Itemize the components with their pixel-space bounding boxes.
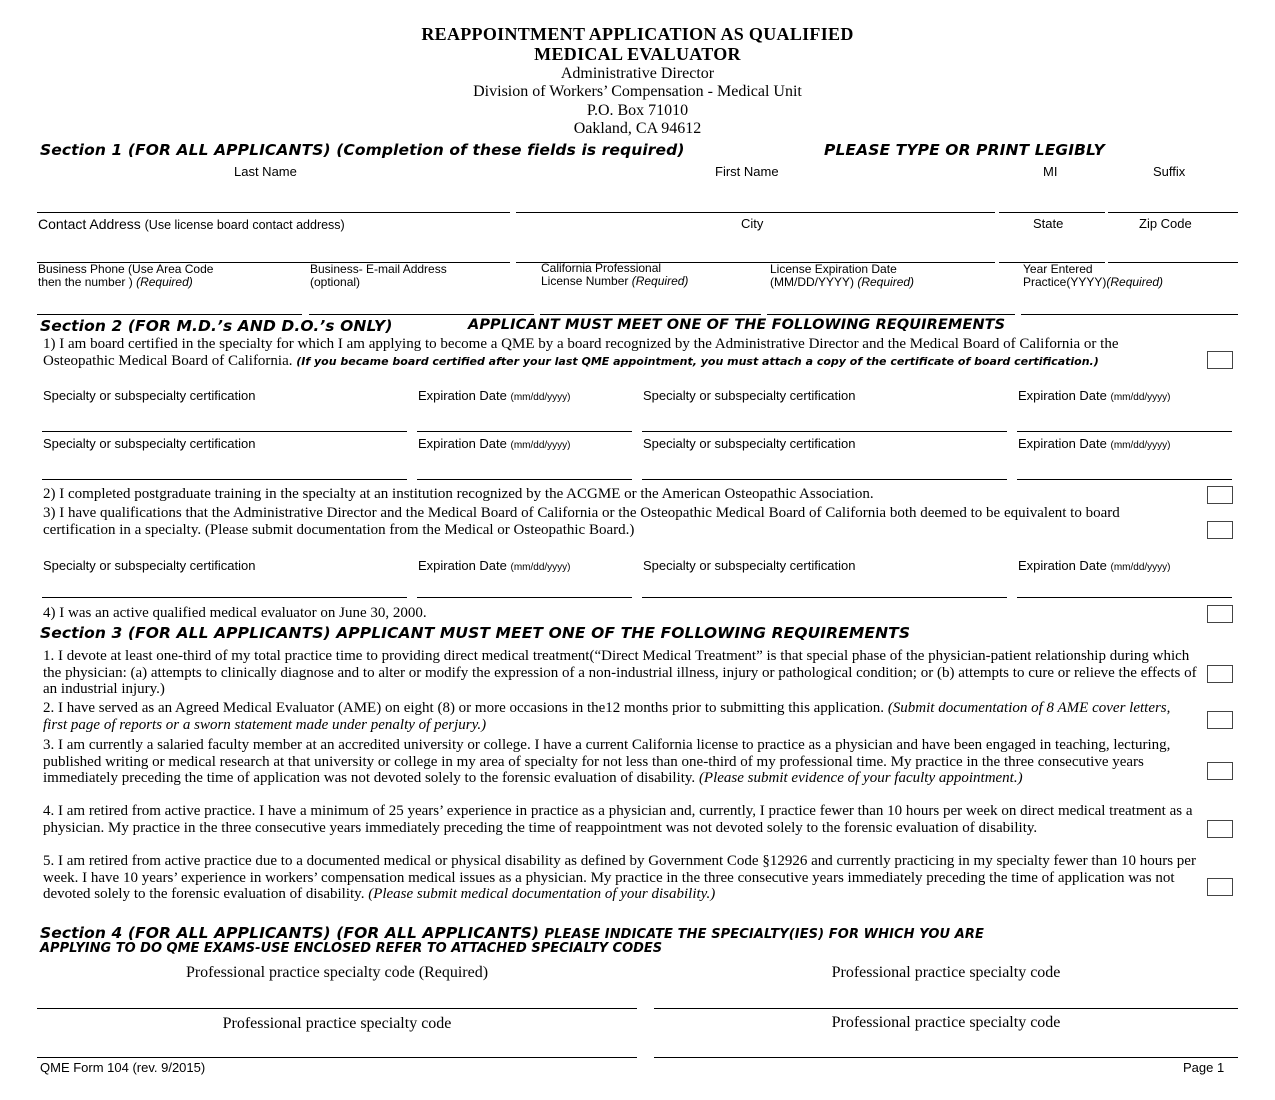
last-name-label: Last Name bbox=[234, 164, 297, 179]
section2-item2-checkbox[interactable] bbox=[1207, 486, 1233, 504]
exp-label: Expiration Date (mm/dd/yyyy) bbox=[1018, 436, 1171, 451]
specialty-code-field-2[interactable] bbox=[654, 1008, 1238, 1009]
spec-label: Specialty or subspecialty certification bbox=[43, 436, 256, 451]
state-label: State bbox=[1033, 216, 1064, 231]
specialty-field-2[interactable] bbox=[642, 431, 1007, 432]
specialty-field-3[interactable] bbox=[42, 479, 407, 480]
expiration-field-3[interactable] bbox=[417, 479, 632, 480]
section4-heading: Section 4 (FOR ALL APPLICANTS) (FOR ALL APPLICANTS) PLEASE INDICATE THE SPECIALTY(IES) FOR WHICH YOU ARE bbox=[40, 924, 985, 942]
expiration-field-4[interactable] bbox=[1017, 479, 1232, 480]
contact-address-label: Contact Address (Use license board contact address) bbox=[38, 216, 345, 232]
section2-subheading: APPLICANT MUST MEET ONE OF THE FOLLOWING REQUIREMENTS bbox=[468, 317, 1006, 333]
spec-label: Specialty or subspecialty certification bbox=[643, 436, 856, 451]
expiration-field-5[interactable] bbox=[417, 597, 632, 598]
section3-item5: 5. I am retired from active practice due to a documented medical or physical disability as defined by Government Code §12926 and currently practicing in my specialty fewer than 10 hours per week. I have 10 years’ experience in workers’ compensation medical issues as a physician. My practice in the three consecutive years immediately preceding the time of application was not devoted solely to the forensic evaluation of disability. (Please submit medical documentation of your disability.) bbox=[43, 853, 1196, 903]
section2-item4-checkbox[interactable] bbox=[1207, 605, 1233, 623]
section2-item2: 2) I completed postgraduate training in the specialty at an institution recognized by the ACGME or the American Osteopathic Association. bbox=[43, 486, 874, 502]
year-entered-field[interactable] bbox=[1021, 314, 1238, 315]
expiration-field-2[interactable] bbox=[1017, 431, 1232, 432]
section4-heading-note: APPLYING TO DO QME EXAMS-USE ENCLOSED REFER TO ATTACHED SPECIALTY CODES bbox=[40, 941, 663, 956]
address-line-2: Division of Workers’ Compensation - Medical Unit bbox=[473, 83, 802, 100]
form-title-line1: REAPPOINTMENT APPLICATION AS QUALIFIED bbox=[421, 24, 854, 44]
section2-item3: 3) I have qualifications that the Administrative Director and the Medical Board of California or the Osteopathic Medical Board of California both deemed to be equivalent to board certification in a specialty. (Please submit documentation from the Medical or Osteopathic Board.) bbox=[43, 505, 1120, 538]
mi-label: MI bbox=[1043, 164, 1058, 179]
specialty-code-label: Professional practice specialty code bbox=[831, 964, 1061, 981]
exp-label: Expiration Date (mm/dd/yyyy) bbox=[1018, 388, 1171, 403]
exp-label: Expiration Date (mm/dd/yyyy) bbox=[418, 436, 571, 451]
first-name-label: First Name bbox=[715, 164, 779, 179]
form-number: QME Form 104 (rev. 9/2015) bbox=[40, 1060, 206, 1075]
specialty-field-4[interactable] bbox=[642, 479, 1007, 480]
first-name-field[interactable] bbox=[516, 212, 995, 213]
specialty-code-label: Professional practice specialty code bbox=[831, 1014, 1061, 1031]
suffix-label: Suffix bbox=[1153, 164, 1186, 179]
suffix-field[interactable] bbox=[1108, 212, 1238, 213]
business-phone-field[interactable] bbox=[37, 314, 302, 315]
section2-item1-checkbox[interactable] bbox=[1207, 351, 1233, 369]
specialty-field-1[interactable] bbox=[42, 431, 407, 432]
spec-label: Specialty or subspecialty certification bbox=[43, 388, 256, 403]
spec-label: Specialty or subspecialty certification bbox=[643, 388, 856, 403]
specialty-code-field-3[interactable] bbox=[37, 1057, 637, 1058]
section3-item2-checkbox[interactable] bbox=[1207, 711, 1233, 729]
exp-label: Expiration Date (mm/dd/yyyy) bbox=[418, 388, 571, 403]
city-label: City bbox=[741, 216, 764, 231]
section3-item3: 3. I am currently a salaried faculty member at an accredited university or college. I have a current California license to practice as a physician and have been engaged in teaching, lecturing, published writing or medical research at that university or college in my area of specialty for not less than one-third of my professional time. My practice in the three consecutive years immediately preceding the time of application was not devoted solely to the forensic evaluation of disability. (Please submit evidence of your faculty appointment.) bbox=[43, 737, 1171, 787]
specialty-code-field-1[interactable] bbox=[37, 1008, 637, 1009]
spec-label: Specialty or subspecialty certification bbox=[643, 558, 856, 573]
license-number-label: California Professional License Number (Required) bbox=[541, 261, 689, 288]
section3-item4-checkbox[interactable] bbox=[1207, 820, 1233, 838]
address-line-4: Oakland, CA 94612 bbox=[573, 120, 702, 137]
section3-item1: 1. I devote at least one-third of my total practice time to providing direct medical treatment(“Direct Medical Treatment” is that special phase of the physician-patient relationship during which the physician: (a) attempts to clinically diagnose and to alter or modify the expression of a non-industrial illness, injury or pathological condition; or (b) attempts to cure or relieve the effects of an industrial injury.) bbox=[43, 648, 1197, 698]
business-phone-label: Business Phone (Use Area Code then the number ) (Required) bbox=[38, 262, 214, 289]
license-expiration-label: License Expiration Date (MM/DD/YYYY) (Required) bbox=[770, 262, 915, 289]
license-number-field[interactable] bbox=[540, 314, 761, 315]
specialty-code-label: Professional practice specialty code bbox=[222, 1015, 452, 1032]
spec-label: Specialty or subspecialty certification bbox=[43, 558, 256, 573]
address-line-3: P.O. Box 71010 bbox=[586, 102, 689, 119]
year-entered-label: Year Entered Practice(YYYY)(Required) bbox=[1023, 262, 1164, 289]
expiration-field-6[interactable] bbox=[1017, 597, 1232, 598]
section2-item3-checkbox[interactable] bbox=[1207, 521, 1233, 539]
section3-item3-checkbox[interactable] bbox=[1207, 762, 1233, 780]
address-line-1: Administrative Director bbox=[560, 65, 715, 82]
section3-item4: 4. I am retired from active practice. I have a minimum of 25 years’ experience in practice as a physician and, currently, I practice fewer than 10 hours per week on direct medical treatment as a physician. My practice in the three consecutive years immediately preceding the time of reappointment was not devoted solely to the forensic evaluation of disability. bbox=[43, 803, 1193, 836]
business-email-field[interactable] bbox=[309, 314, 534, 315]
section2-heading: Section 2 (FOR M.D.’s AND D.O.’s ONLY) bbox=[40, 317, 393, 335]
expiration-field-1[interactable] bbox=[417, 431, 632, 432]
exp-label: Expiration Date (mm/dd/yyyy) bbox=[418, 558, 571, 573]
last-name-field[interactable] bbox=[37, 212, 510, 213]
section1-heading: Section 1 (FOR ALL APPLICANTS) (Completion of these fields is required) bbox=[40, 141, 685, 159]
form-title-line2: MEDICAL EVALUATOR bbox=[534, 44, 741, 64]
mi-field[interactable] bbox=[999, 212, 1105, 213]
section2-item4: 4) I was an active qualified medical evaluator on June 30, 2000. bbox=[43, 605, 427, 621]
specialty-field-5[interactable] bbox=[42, 597, 407, 598]
business-email-label: Business- E-mail Address (optional) bbox=[310, 262, 447, 289]
specialty-field-6[interactable] bbox=[642, 597, 1007, 598]
specialty-code-field-4[interactable] bbox=[654, 1057, 1238, 1058]
page-number: Page 1 bbox=[1183, 1060, 1225, 1075]
specialty-code-label-required: Professional practice specialty code (Required) bbox=[185, 964, 489, 981]
license-expiration-field[interactable] bbox=[767, 314, 1015, 315]
section3-heading: Section 3 (FOR ALL APPLICANTS) APPLICANT MUST MEET ONE OF THE FOLLOWING REQUIREMENTS bbox=[40, 624, 911, 642]
section3-item1-checkbox[interactable] bbox=[1207, 665, 1233, 683]
exp-label: Expiration Date (mm/dd/yyyy) bbox=[1018, 558, 1171, 573]
section1-notice: PLEASE TYPE OR PRINT LEGIBLY bbox=[824, 141, 1105, 159]
section3-item5-checkbox[interactable] bbox=[1207, 878, 1233, 896]
zip-label: Zip Code bbox=[1139, 216, 1192, 231]
section2-item1: 1) I am board certified in the specialty for which I am applying to become a QME by a board recognized by the Administrative Director and the Medical Board of California or the Osteopathic Medical Board of California. (If you became board certified after your last QME appointment, you must attach a copy of the certificate of board certification.) bbox=[43, 336, 1119, 369]
section3-item2: 2. I have served as an Agreed Medical Evaluator (AME) on eight (8) or more occasions in the12 months prior to submitting this application. (Submit documentation of 8 AME cover letters, first page of reports or a sworn statement made under penalty of perjury.) bbox=[43, 700, 1171, 733]
